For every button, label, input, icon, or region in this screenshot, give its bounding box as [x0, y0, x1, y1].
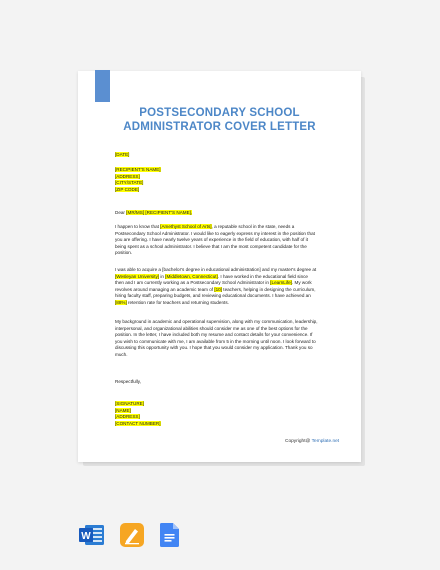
p2-university: [Wesleyan University]: [115, 273, 160, 279]
paragraph-3: [115, 319, 350, 358]
p2-team: [10]: [214, 286, 223, 292]
p1-line: being spent as a school administrator. I believe that I am the most competent candidate for the: [115, 243, 307, 249]
p1-text-a: I happen to know that: [115, 224, 161, 229]
accent-bar: [95, 70, 110, 102]
p2-text: revolves around managing an academic team of: [115, 286, 215, 292]
recipient-zip: [ZIP CODE]: [115, 186, 140, 192]
p3-line: you wish to communicate with me, I am available from 5 in the morning until noon. I look forward to: [115, 338, 316, 344]
p2-text: . I have worked in the educational field since: [217, 273, 308, 279]
letter-page: [78, 71, 361, 462]
signature-contact: [CONTACT NUMBER]: [115, 420, 161, 426]
recipient-name: [RECIPIENT'S NAME]: [115, 167, 161, 172]
recipient-city: [CITY/STATE]: [115, 180, 144, 185]
paragraph-1: [115, 224, 350, 257]
recipient-address: [ADDRESS]: [115, 173, 140, 179]
date-placeholder: [DATE]: [115, 152, 130, 157]
title-line-2: ADMINISTRATOR COVER LETTER: [123, 121, 316, 133]
title-line-1: POSTSECONDARY SCHOOL: [139, 107, 300, 119]
p2-line: hiring faculty staff, preparing budgets, and reviewing educational documents. I have achieved an: [115, 293, 311, 298]
p1-text-b: , a reputable school in the state, needs a: [211, 224, 295, 229]
p2-rate: [88%]: [115, 299, 127, 305]
recipient-block: [115, 167, 350, 193]
signature-block: [115, 401, 350, 427]
p3-line: interpersonal, and organizational abilities should consider me as one of the best options for the: [115, 325, 308, 331]
p1-school: [Amethyst School of Arts]: [160, 224, 212, 229]
salutation-prefix: Dear: [115, 210, 127, 215]
word-icon[interactable]: [79, 523, 105, 547]
p2-text: then and I am currently working as a Postsecondary School Administrator in: [115, 280, 271, 285]
paragraph-2: [115, 267, 350, 306]
svg-text:W: W: [81, 531, 91, 542]
salutation-placeholder: [MR/MS] [RECIPIENT'S NAME],: [126, 210, 193, 215]
p2-org: [LearnLife]: [270, 280, 292, 285]
signature-name: [NAME]: [115, 407, 131, 413]
p2-text: . My work: [291, 280, 312, 285]
signature-placeholder: [SIGNATURE]: [115, 401, 145, 406]
p2-city: [Middletown, Connecticut]: [165, 273, 218, 279]
copyright-brand[interactable]: Template.net: [311, 439, 340, 444]
pages-icon[interactable]: [120, 523, 144, 547]
closing-text: Respectfully,: [115, 379, 141, 384]
p2-line: I was able to acquire a [bachelor's degree in educational administration] and my master's degree at: [115, 267, 317, 272]
p2-text: retention rate for teachers and returning students.: [126, 299, 229, 305]
p1-line: position.: [115, 250, 133, 255]
p3-line: discussing this opportunity with you. I hope that you would consider my application. Thank you so: [115, 345, 313, 350]
date-block: [115, 152, 350, 159]
copyright-footer: [285, 439, 339, 444]
p3-line: much.: [115, 351, 128, 357]
p2-text: teachers, helping in designing the curriculum,: [222, 286, 316, 292]
signature-address: [ADDRESS]: [115, 414, 140, 419]
p3-line: My background in academic and operational supervision, along with my communication, leadership,: [115, 319, 318, 324]
p1-line: Postsecondary School Administrator. I would like to eagerly express my interest in the position that: [115, 230, 315, 236]
salutation: [115, 210, 350, 217]
google-docs-icon[interactable]: [160, 523, 179, 547]
p3-line: position. In the letter, I have included both my resume and contact details for your convenience. If: [115, 332, 313, 337]
closing: [115, 379, 350, 386]
copyright-prefix: Copyright@: [285, 439, 312, 444]
p2-text: in: [159, 273, 166, 279]
p1-line: you are offering. I have nearly twelve years of experience in the field of education, with half of it: [115, 237, 308, 242]
